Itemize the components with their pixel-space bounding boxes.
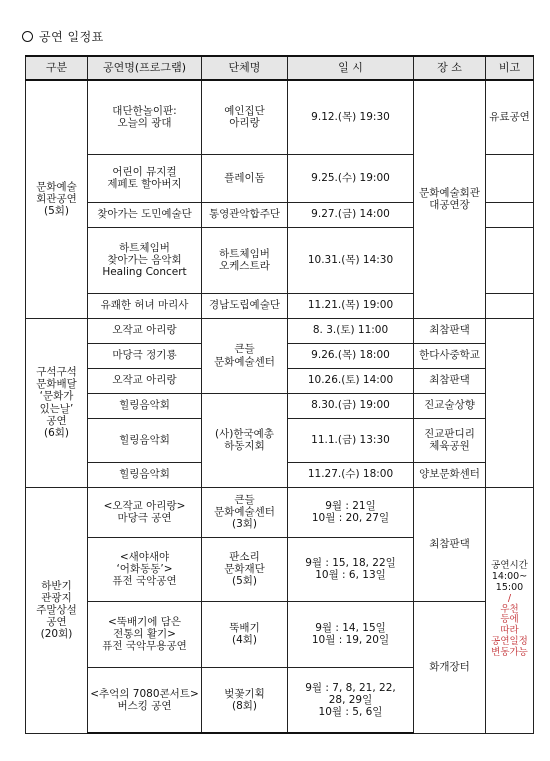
header-program: 공연명(프로그램) — [88, 56, 202, 80]
program-cell: 어린이 뮤지컬 제페토 할아버지 — [88, 154, 202, 202]
datetime-cell: 11.27.(수) 18:00 — [288, 462, 414, 487]
program-cell: 하트체임버 찾아가는 음악회 Healing Concert — [88, 227, 202, 293]
header-organization: 단체명 — [202, 56, 288, 80]
venue-cell: 최참판댁 — [414, 368, 486, 393]
program-cell: 마당극 정기룡 — [88, 343, 202, 368]
note-weather-warning: / 우천 등에 따라 공연일정 변동가능 — [491, 592, 528, 659]
program-cell: 대단한놀이판: 오늘의 광대 — [88, 80, 202, 154]
venue-cell: 진교술상향 — [414, 393, 486, 418]
organization-cell: 판소리 문화재단 (5회) — [202, 537, 288, 601]
table-row — [26, 80, 534, 154]
datetime-cell: 8.30.(금) 19:00 — [288, 393, 414, 418]
venue-cell: 화개장터 — [414, 601, 486, 733]
datetime-cell: 9.27.(금) 14:00 — [288, 202, 414, 227]
note-cell — [486, 227, 534, 293]
venue-cell: 문화예술회관 대공연장 — [414, 80, 486, 318]
category-cell: 문화예술 회관공연 (5회) — [26, 80, 88, 318]
note-cell — [486, 202, 534, 227]
table-row — [26, 487, 534, 537]
program-cell: <오작교 아리랑> 마당극 공연 — [88, 487, 202, 537]
program-cell: <뚝배기에 담은 전통의 활기> 퓨전 국악무용공연 — [88, 601, 202, 667]
program-cell: 오작교 아리랑 — [88, 318, 202, 343]
venue-cell: 최참판댁 — [414, 318, 486, 343]
venue-cell: 진교판디리 체육공원 — [414, 418, 486, 462]
program-cell: <새야새야 ‘어화동동’> 퓨전 국악공연 — [88, 537, 202, 601]
program-cell: 힐링음악회 — [88, 462, 202, 487]
note-cell — [486, 487, 534, 733]
organization-cell: 통영관악합주단 — [202, 202, 288, 227]
header-note: 비고 — [486, 56, 534, 80]
datetime-cell: 9.25.(수) 19:00 — [288, 154, 414, 202]
venue-cell: 최참판댁 — [414, 487, 486, 601]
datetime-cell: 9월 : 15, 18, 22일 10월 : 6, 13일 — [288, 537, 414, 601]
datetime-cell: 11.21.(목) 19:00 — [288, 293, 414, 318]
datetime-cell: 9월 : 21일 10월 : 20, 27일 — [288, 487, 414, 537]
category-cell: 구석구석 문화배달 ‘문화가 있는날’ 공연 (6회) — [26, 318, 88, 487]
organization-cell: 벚꽃기획 (8회) — [202, 667, 288, 733]
datetime-cell: 9월 : 14, 15일 10월 : 19, 20일 — [288, 601, 414, 667]
program-cell: <추억의 7080콘서트> 버스킹 공연 — [88, 667, 202, 733]
datetime-cell: 9.12.(목) 19:30 — [288, 80, 414, 154]
schedule-heading — [22, 28, 104, 45]
organization-cell: 플레이돔 — [202, 154, 288, 202]
table-row — [26, 318, 534, 343]
header-datetime: 일 시 — [288, 56, 414, 80]
heading-text: 공연 일정표 — [39, 30, 104, 44]
table-row — [26, 601, 534, 667]
datetime-cell: 9.26.(목) 18:00 — [288, 343, 414, 368]
organization-cell: 큰들 문화예술센터 (3회) — [202, 487, 288, 537]
datetime-cell: 9월 : 7, 8, 21, 22, 28, 29일 10월 : 5, 6일 — [288, 667, 414, 733]
organization-cell: 뚝배기 (4회) — [202, 601, 288, 667]
header-venue: 장 소 — [414, 56, 486, 80]
datetime-cell: 10.26.(토) 14:00 — [288, 368, 414, 393]
note-cell — [486, 293, 534, 318]
venue-cell: 한다사중학교 — [414, 343, 486, 368]
circle-bullet-icon — [22, 31, 33, 42]
schedule-table — [25, 55, 534, 734]
venue-cell: 양보문화센터 — [414, 462, 486, 487]
organization-cell: 경남도립예술단 — [202, 293, 288, 318]
organization-cell: 예인집단 아리랑 — [202, 80, 288, 154]
header-category: 구분 — [26, 56, 88, 80]
datetime-cell: 8. 3.(토) 11:00 — [288, 318, 414, 343]
program-cell: 힐링음악회 — [88, 393, 202, 418]
category-cell: 하반기 관광지 주말상설 공연 (20회) — [26, 487, 88, 733]
header-row — [26, 56, 534, 80]
note-cell — [486, 318, 534, 487]
table-row — [26, 393, 534, 418]
note-time: 공연시간 14:00~ 15:00 — [491, 559, 528, 593]
note-cell — [486, 154, 534, 202]
datetime-cell: 11.1.(금) 13:30 — [288, 418, 414, 462]
program-cell: 힐링음악회 — [88, 418, 202, 462]
note-cell: 유료공연 — [486, 80, 534, 154]
program-cell: 찾아가는 도민예술단 — [88, 202, 202, 227]
organization-cell: (사)한국예총 하동지회 — [202, 393, 288, 487]
program-cell: 유쾌한 허녀 마리사 — [88, 293, 202, 318]
program-cell: 오작교 아리랑 — [88, 368, 202, 393]
organization-cell: 하트체임버 오케스트라 — [202, 227, 288, 293]
datetime-cell: 10.31.(목) 14:30 — [288, 227, 414, 293]
organization-cell: 큰들 문화예술센터 — [202, 318, 288, 393]
